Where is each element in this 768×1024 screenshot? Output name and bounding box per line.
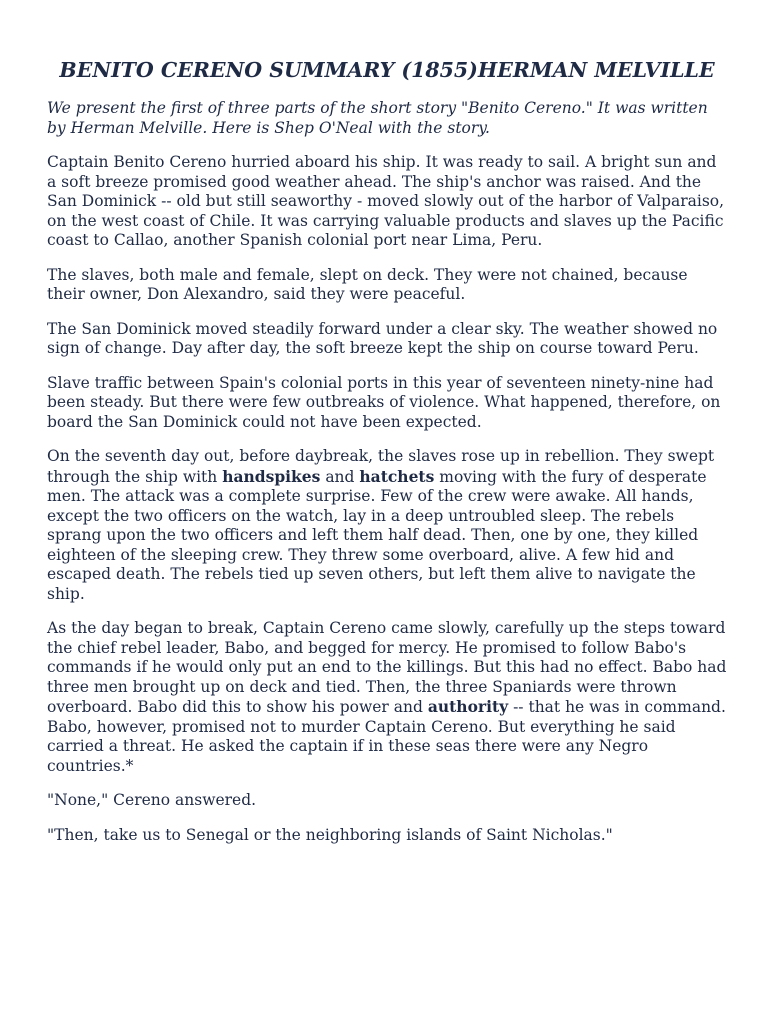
paragraph-6-text-c: -- that he was in command. Babo, however, promised not to murder Captain Cereno. But everything he said carried a threat. He asked the captain if in these seas there were any Negro countries.*: [47, 698, 726, 775]
term-hatchets: hatchets: [359, 466, 435, 486]
paragraph-3: The San Dominick moved steadily forward under a clear sky. The weather showed no sign of change. Day after day, the soft breeze kept the ship on course toward Peru.: [47, 319, 718, 357]
paragraph-7: "None," Cereno answered.: [47, 791, 257, 809]
document-title: BENITO CERENO SUMMARY (1855)HERMAN MELVILLE: [59, 58, 715, 82]
paragraph-4: Slave traffic between Spain's colonial ports in this year of seventeen ninety-nine had been steady. But there were few outbreaks of violence. What happened, therefore, on board the San Dominick could not have been expected.: [47, 373, 721, 431]
paragraph-8: "Then, take us to Senegal or the neighboring islands of Saint Nicholas.": [47, 825, 613, 844]
term-authority: authority: [427, 697, 509, 716]
paragraph-5-text-a: On the seventh day out, before daybreak, the slaves rose up in rebellion. They swept through the ship with: [47, 447, 715, 486]
paragraph-2: The slaves, both male and female, slept on deck. They were not chained, because their owner, Don Alexandro, said they were peaceful.: [47, 265, 688, 303]
document-page: [47, 58, 727, 860]
paragraph-5-text-d: moving with the fury of desperate men. The attack was a complete surprise. Few of the crew were awake. All hands, except the two officers on the watch, lay in a deep untroubled sleep. The rebels sprang upon the two officers and left them half dead. Then, one by one, they killed eighteen of the sleeping crew. They threw some overboard, alive. A few hid and escaped death. The rebels tied up seven others, but left them alive to navigate the ship.: [47, 467, 707, 603]
paragraph-1: Captain Benito Cereno hurried aboard his ship. It was ready to sail. A bright sun and a soft breeze promised good weather ahead. The ship's anchor was raised. And the San Dominick -- old but still seaworthy - moved slowly out of the harbor of Valparaiso, on the west coast of Chile. It was carrying valuable products and slaves up the Pacific coast to Callao, another Spanish colonial port near Lima, Peru.: [47, 153, 725, 249]
paragraph-6-text-a: As the day began to break, Captain Cereno came slowly, carefully up the steps toward the chief rebel leader, Babo, and begged for mercy. He promised to follow Babo's commands if he would only put an end to the killings. But this had no effect. Babo had three men brought up on deck and tied. Then, the three Spaniards were thrown overboard. Babo did this to show his power and: [47, 619, 727, 716]
intro-paragraph: We present the first of three parts of the short story "Benito Cereno." It was written by Herman Melville. Here is Shep O'Neal with the story.: [47, 99, 708, 137]
paragraph-5: [47, 447, 727, 604]
paragraph-6: [47, 619, 727, 776]
term-handspikes: handspikes: [222, 466, 321, 486]
paragraph-5-text-c: and: [320, 467, 360, 486]
